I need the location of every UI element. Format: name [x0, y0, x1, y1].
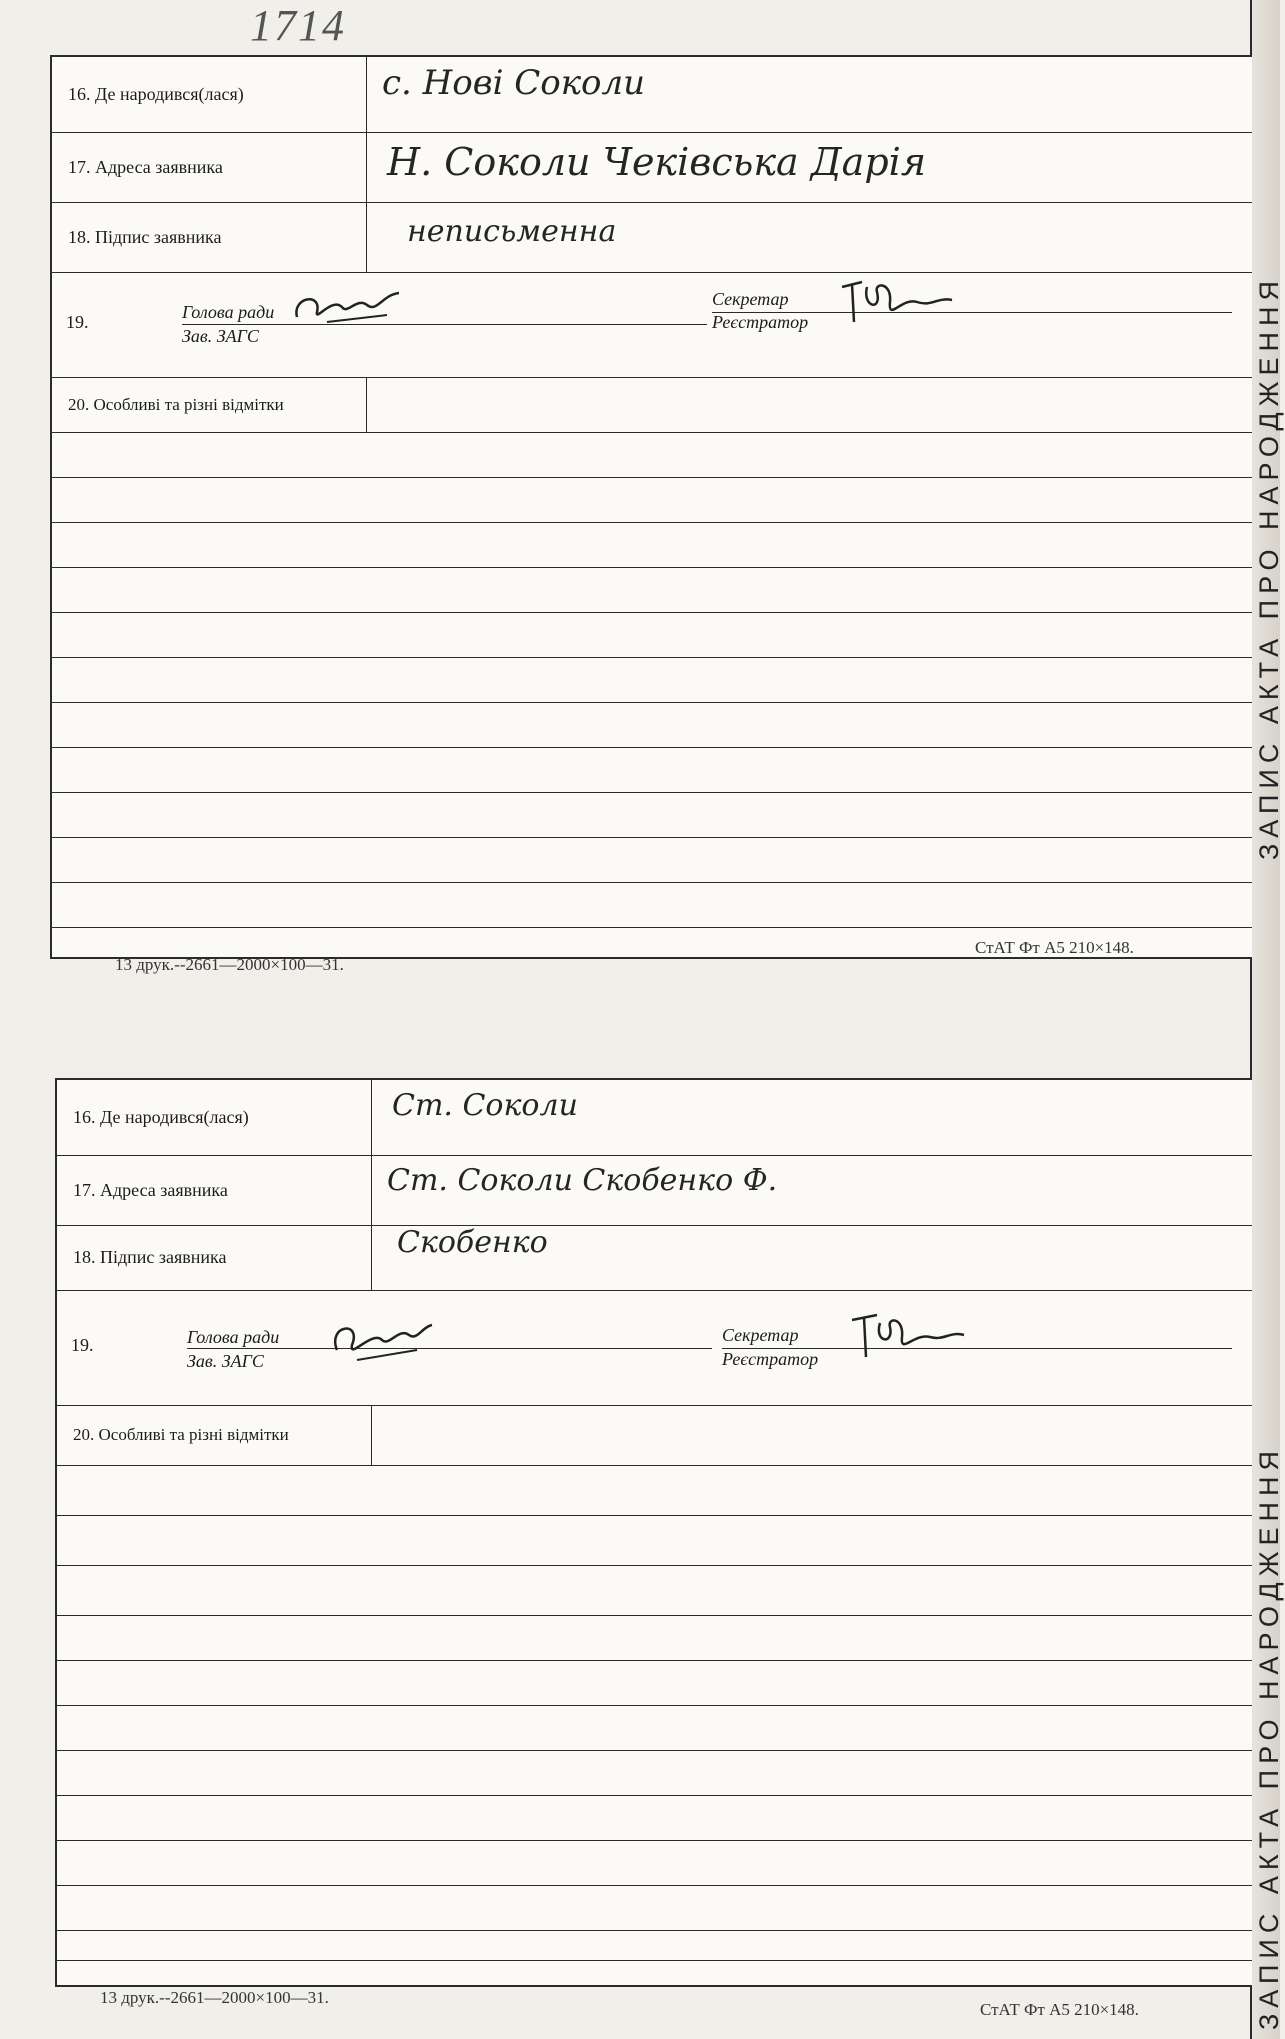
applicant-signature-value: Скобенко — [397, 1225, 548, 1260]
applicant-address-value: Н. Соколи Чеківська Дарія — [387, 140, 926, 184]
head-of-council-label: Голова ради — [182, 302, 275, 322]
secretary-label: Секретар — [712, 289, 789, 309]
ruled-line — [52, 702, 1252, 703]
zags-head-label: Зав. ЗАГС — [187, 1351, 264, 1371]
birthplace-label: 16. Де народився(лася) — [57, 1080, 372, 1155]
applicant-address-row — [57, 1155, 1252, 1226]
birthplace-label: 16. Де народився(лася) — [52, 57, 367, 132]
page-spine — [1250, 0, 1284, 2039]
secretary-signature-scribble — [822, 272, 962, 342]
ruled-line — [52, 657, 1252, 658]
ruled-line — [57, 1750, 1252, 1751]
officials-row — [57, 1290, 1252, 1406]
ruled-line — [52, 792, 1252, 793]
ruled-line — [57, 1840, 1252, 1841]
spine-title-lower: ЗАПИС АКТА ПРО НАРОДЖЕННЯ — [1254, 1444, 1284, 2030]
secretary-signature-line — [722, 1348, 1232, 1349]
print-run-note: 13 друк.--2661—2000×100—31. — [115, 955, 344, 974]
ruled-line — [52, 477, 1252, 478]
notes-label: 20. Особливі та різні відмітки — [52, 377, 367, 432]
applicant-signature-label: 18. Підпис заявника — [57, 1225, 372, 1290]
officials-row — [52, 272, 1252, 378]
ruled-line — [52, 612, 1252, 613]
notes-row — [57, 1405, 1252, 1466]
head-signature-scribble — [287, 277, 407, 337]
head-signature-line — [187, 1348, 712, 1349]
ruled-line — [57, 1930, 1252, 1931]
birthplace-value: с. Нові Соколи — [382, 63, 646, 103]
secretary-signature-scribble — [832, 1305, 972, 1375]
applicant-signature-row — [57, 1225, 1252, 1291]
ruled-line — [52, 927, 1252, 928]
ruled-line — [57, 1960, 1252, 1961]
zags-head-label: Зав. ЗАГС — [182, 326, 259, 346]
notes-label: 20. Особливі та різні відмітки — [57, 1405, 372, 1465]
notes-row — [52, 377, 1252, 433]
registrar-label: Реєстратор — [722, 1349, 819, 1369]
head-of-council-label: Голова ради — [187, 1327, 280, 1347]
ruled-line — [57, 1705, 1252, 1706]
form-code: СтАТ Фт А5 210×148. — [975, 938, 1134, 957]
ruled-line — [52, 747, 1252, 748]
record-form-2 — [55, 1078, 1252, 1987]
ruled-line — [57, 1885, 1252, 1886]
ruled-line — [57, 1615, 1252, 1616]
spine-title: ЗАПИС АКТА ПРО НАРОДЖЕННЯ — [1254, 274, 1284, 860]
ruled-line — [52, 837, 1252, 838]
ruled-line — [57, 1795, 1252, 1796]
applicant-signature-label: 18. Підпис заявника — [52, 202, 367, 272]
ruled-line — [57, 1565, 1252, 1566]
ruled-line — [57, 1660, 1252, 1661]
secretary-signature-line — [712, 312, 1232, 313]
birthplace-row — [52, 57, 1252, 133]
secretary-label: Секретар — [722, 1325, 799, 1345]
ruled-line — [52, 567, 1252, 568]
handwritten-record-number: 1714 — [250, 1, 346, 50]
birthplace-row — [57, 1080, 1252, 1156]
form-code: СтАТ Фт А5 210×148. — [980, 2000, 1139, 2019]
applicant-address-label: 17. Адреса заявника — [57, 1155, 372, 1225]
applicant-signature-row — [52, 202, 1252, 273]
birthplace-value: Ст. Соколи — [392, 1088, 578, 1123]
head-signature-line — [182, 324, 707, 325]
record-form-1 — [50, 55, 1252, 959]
ruled-line — [52, 522, 1252, 523]
ruled-line — [52, 882, 1252, 883]
applicant-address-row — [52, 132, 1252, 203]
row-19-number: 19. — [66, 312, 89, 332]
applicant-address-label: 17. Адреса заявника — [52, 132, 367, 202]
print-run-note: 13 друк.--2661—2000×100—31. — [100, 1988, 329, 2007]
applicant-address-value: Ст. Соколи Скобенко Ф. — [387, 1163, 778, 1198]
registrar-label: Реєстратор — [712, 312, 809, 332]
row-19-number: 19. — [71, 1335, 94, 1355]
applicant-signature-value: неписьменна — [407, 214, 617, 249]
ruled-line — [57, 1515, 1252, 1516]
head-signature-scribble — [327, 1305, 437, 1375]
